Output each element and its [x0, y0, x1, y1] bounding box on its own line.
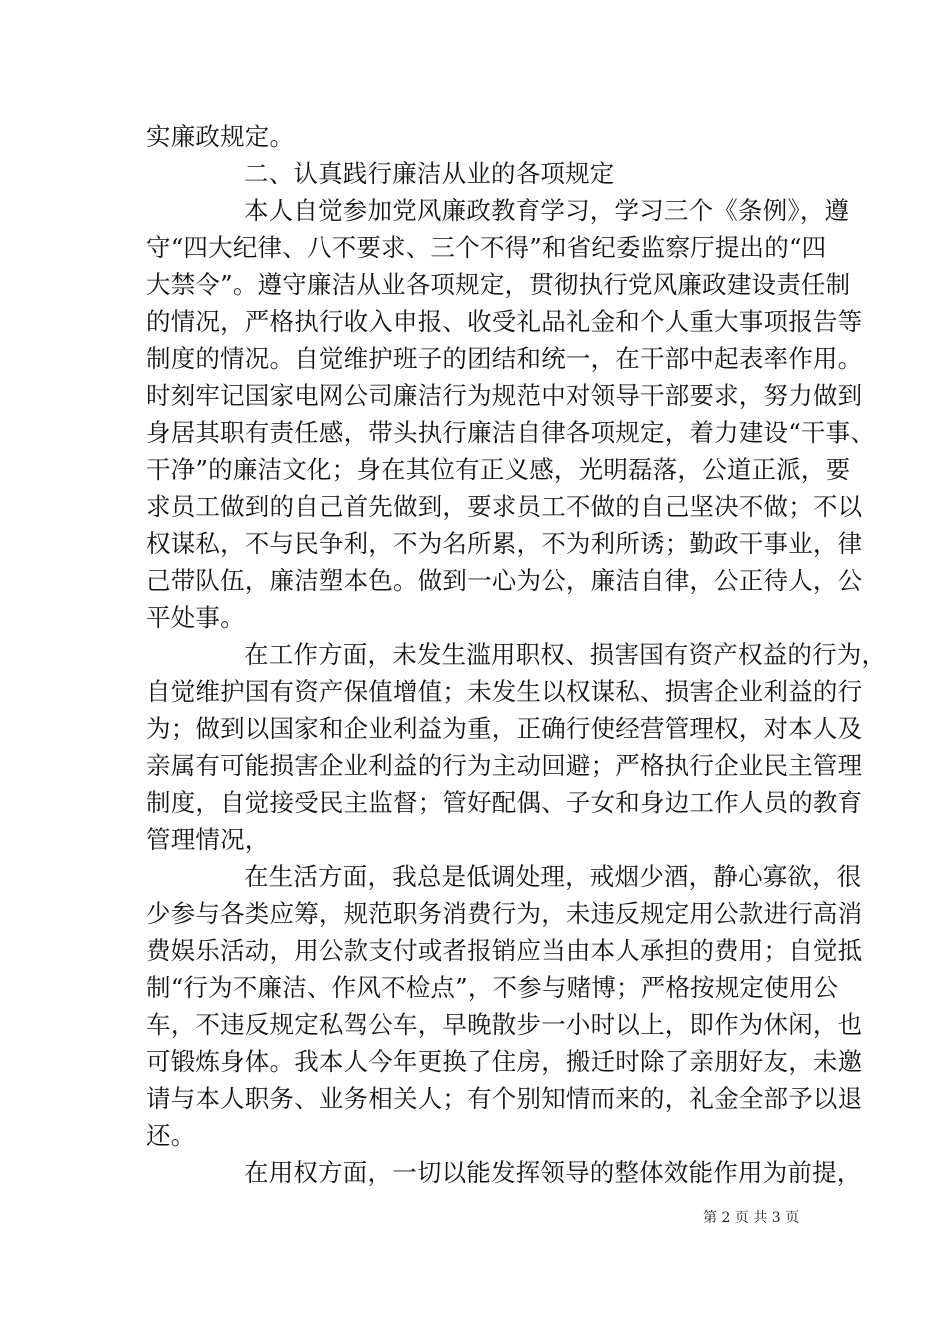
- text-line-20: 管理情况，: [146, 825, 270, 854]
- text-line-3: 本人自觉参加党风廉政教育学习，学习三个《条例》，遵: [244, 196, 850, 225]
- text-line-12: 权谋私，不与民争利，不为名所累，不为利所诱；勤政干事业，律: [146, 529, 863, 558]
- text-line-26: 可锻炼身体。我本人今年更换了住房，搬迁时除了亲朋好友，未邀: [146, 1047, 863, 1076]
- page-number-footer: 第 2 页 共 3 页: [703, 1210, 800, 1226]
- text-line-24: 制“行为不廉洁、作风不检点”，不参与赌博；严格按规定使用公: [146, 973, 839, 1002]
- text-line-14: 平处事。: [146, 603, 245, 632]
- text-line-1: 实廉政规定。: [146, 122, 295, 151]
- text-line-23: 费娱乐活动，用公款支付或者报销应当由本人承担的费用；自觉抵: [146, 936, 863, 965]
- text-line-8: 时刻牢记国家电网公司廉洁行为规范中对领导干部要求，努力做到: [146, 381, 863, 410]
- text-line-18: 亲属有可能损害企业利益的行为主动回避；严格执行企业民主管理: [146, 751, 863, 780]
- text-line-11: 求员工做到的自己首先做到，要求员工不做的自己坚决不做；不以: [146, 492, 863, 521]
- text-line-7: 制度的情况。自觉维护班子的团结和统一，在干部中起表率作用。: [146, 344, 863, 373]
- text-line-9: 身居其职有责任感，带头执行廉洁自律各项规定，着力建设“干事、: [146, 418, 876, 447]
- text-line-25: 车，不违反规定私驾公车，早晚散步一小时以上，即作为休闲，也: [146, 1010, 863, 1039]
- text-line-21: 在生活方面，我总是低调处理，戒烟少酒，静心寡欲，很: [244, 862, 862, 891]
- text-line-4: 守“四大纪律、八不要求、三个不得”和省纪委监察厅提出的“四: [146, 233, 827, 262]
- text-line-15: 在工作方面，未发生滥用职权、损害国有资产权益的行为，: [244, 640, 887, 669]
- text-line-13: 己带队伍，廉洁塑本色。做到一心为公，廉洁自律，公正待人，公: [146, 566, 863, 595]
- text-line-28: 还。: [146, 1121, 196, 1150]
- text-line-29: 在用权方面，一切以能发挥领导的整体效能作用为前提，: [244, 1158, 862, 1187]
- text-line-27: 请与本人职务、业务相关人；有个别知情而来的，礼金全部予以退: [146, 1084, 863, 1113]
- text-line-16: 自觉维护国有资产保值增值；未发生以权谋私、损害企业利益的行: [146, 677, 863, 706]
- text-line-17: 为；做到以国家和企业利益为重，正确行使经营管理权，对本人及: [146, 714, 863, 743]
- text-line-22: 少参与各类应筹，规范职务消费行为，未违反规定用公款进行高消: [146, 899, 863, 928]
- section-heading: 二、认真践行廉洁从业的各项规定: [244, 159, 615, 188]
- text-line-10: 干净”的廉洁文化；身在其位有正义感，光明磊落，公道正派，要: [146, 455, 851, 484]
- text-line-6: 的情况，严格执行收入申报、收受礼品礼金和个人重大事项报告等: [146, 307, 863, 336]
- text-line-5: 大禁令”。遵守廉洁从业各项规定，贯彻执行党风廉政建设责任制: [146, 270, 851, 299]
- text-line-19: 制度，自觉接受民主监督；管好配偶、子女和身边工作人员的教育: [146, 788, 863, 817]
